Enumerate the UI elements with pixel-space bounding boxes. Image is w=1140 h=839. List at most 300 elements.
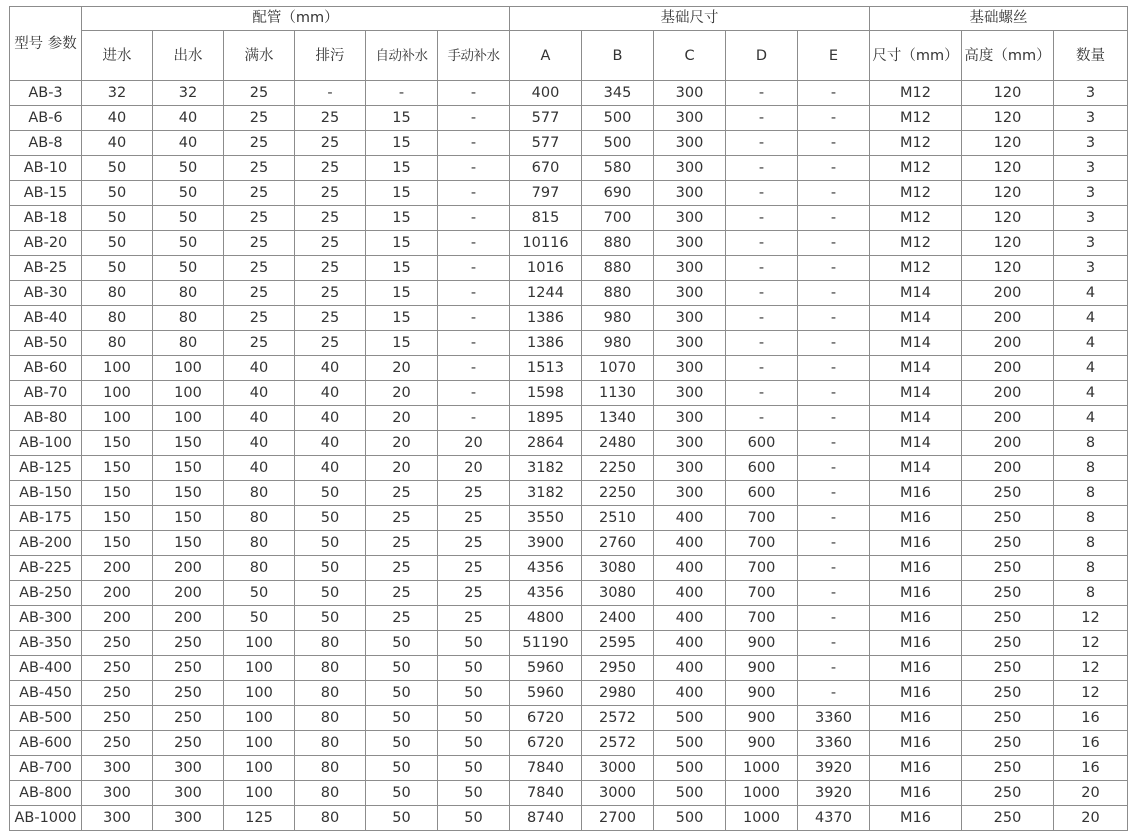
cell-manual-refill: - [438,206,510,231]
header-bolt-size: 尺寸（mm） [870,31,962,81]
cell-dim-e: - [798,156,870,181]
cell-model: AB-200 [10,531,82,556]
cell-auto-refill: 50 [366,706,438,731]
cell-bolt-size: M12 [870,181,962,206]
cell-model: AB-500 [10,706,82,731]
cell-bolt-qty: 12 [1054,631,1128,656]
cell-outlet: 200 [153,606,224,631]
cell-bolt-qty: 3 [1054,106,1128,131]
cell-bolt-qty: 4 [1054,331,1128,356]
cell-manual-refill: - [438,331,510,356]
cell-dim-a: 400 [510,81,582,106]
cell-auto-refill: 20 [366,456,438,481]
cell-manual-refill: 50 [438,681,510,706]
cell-overflow: 40 [224,356,295,381]
table-row [10,206,1128,231]
cell-bolt-height: 120 [962,106,1054,131]
cell-outlet: 80 [153,306,224,331]
cell-dim-b: 880 [582,231,654,256]
cell-dim-d: - [726,131,798,156]
cell-dim-a: 1513 [510,356,582,381]
cell-overflow: 25 [224,81,295,106]
cell-overflow: 100 [224,731,295,756]
cell-manual-refill: - [438,131,510,156]
cell-dim-b: 880 [582,256,654,281]
cell-model: AB-40 [10,306,82,331]
cell-bolt-qty: 3 [1054,131,1128,156]
cell-model: AB-3 [10,81,82,106]
cell-bolt-qty: 16 [1054,756,1128,781]
cell-bolt-qty: 8 [1054,581,1128,606]
cell-dim-a: 5960 [510,656,582,681]
cell-dim-a: 4800 [510,606,582,631]
cell-bolt-size: M16 [870,531,962,556]
cell-drain: 25 [295,106,366,131]
cell-outlet: 100 [153,356,224,381]
cell-outlet: 150 [153,531,224,556]
table-row [10,131,1128,156]
cell-bolt-size: M16 [870,631,962,656]
cell-overflow: 25 [224,181,295,206]
cell-bolt-size: M16 [870,556,962,581]
cell-overflow: 50 [224,581,295,606]
cell-drain: - [295,81,366,106]
cell-model: AB-30 [10,281,82,306]
cell-dim-c: 300 [654,131,726,156]
cell-auto-refill: 15 [366,231,438,256]
cell-model: AB-1000 [10,806,82,831]
cell-auto-refill: 25 [366,556,438,581]
cell-auto-refill: 15 [366,281,438,306]
table-row [10,231,1128,256]
cell-dim-c: 300 [654,206,726,231]
cell-outlet: 50 [153,156,224,181]
cell-dim-c: 300 [654,281,726,306]
cell-bolt-size: M14 [870,331,962,356]
table-row [10,731,1128,756]
cell-bolt-size: M12 [870,206,962,231]
cell-model: AB-175 [10,506,82,531]
cell-dim-a: 815 [510,206,582,231]
cell-dim-e: - [798,406,870,431]
cell-inlet: 250 [82,681,153,706]
cell-outlet: 50 [153,231,224,256]
cell-dim-b: 2572 [582,706,654,731]
cell-dim-e: 3360 [798,731,870,756]
cell-dim-c: 400 [654,631,726,656]
cell-model: AB-50 [10,331,82,356]
cell-inlet: 80 [82,281,153,306]
cell-manual-refill: - [438,406,510,431]
cell-dim-d: - [726,331,798,356]
cell-outlet: 80 [153,281,224,306]
cell-bolt-qty: 3 [1054,256,1128,281]
cell-overflow: 40 [224,406,295,431]
cell-inlet: 300 [82,806,153,831]
cell-bolt-qty: 12 [1054,606,1128,631]
header-foundation: 基础尺寸 [510,7,870,31]
cell-dim-a: 670 [510,156,582,181]
cell-bolt-height: 120 [962,81,1054,106]
cell-auto-refill: 15 [366,306,438,331]
cell-dim-c: 300 [654,81,726,106]
cell-dim-b: 3000 [582,756,654,781]
cell-drain: 25 [295,281,366,306]
cell-model: AB-70 [10,381,82,406]
cell-auto-refill: 50 [366,806,438,831]
cell-bolt-height: 250 [962,606,1054,631]
cell-inlet: 150 [82,506,153,531]
cell-dim-a: 797 [510,181,582,206]
cell-dim-a: 6720 [510,706,582,731]
cell-auto-refill: 50 [366,656,438,681]
cell-auto-refill: 20 [366,381,438,406]
cell-drain: 25 [295,231,366,256]
cell-drain: 25 [295,131,366,156]
cell-dim-c: 300 [654,181,726,206]
cell-overflow: 80 [224,531,295,556]
cell-dim-d: 600 [726,481,798,506]
cell-dim-d: - [726,281,798,306]
cell-overflow: 80 [224,481,295,506]
cell-bolt-qty: 8 [1054,556,1128,581]
cell-manual-refill: 50 [438,631,510,656]
table-row [10,781,1128,806]
cell-auto-refill: 25 [366,506,438,531]
cell-dim-c: 300 [654,431,726,456]
cell-dim-d: - [726,356,798,381]
cell-dim-a: 4356 [510,556,582,581]
cell-dim-d: 900 [726,706,798,731]
cell-dim-d: 700 [726,556,798,581]
cell-dim-c: 300 [654,156,726,181]
cell-dim-b: 880 [582,281,654,306]
cell-dim-b: 1130 [582,381,654,406]
cell-bolt-height: 250 [962,806,1054,831]
table-row [10,256,1128,281]
cell-auto-refill: 25 [366,606,438,631]
cell-drain: 25 [295,331,366,356]
header-dim-b: B [582,31,654,81]
cell-auto-refill: 20 [366,431,438,456]
cell-dim-d: 1000 [726,781,798,806]
header-overflow: 满水 [224,31,295,81]
header-outlet: 出水 [153,31,224,81]
cell-model: AB-18 [10,206,82,231]
spec-table-container [9,6,1128,831]
cell-bolt-size: M12 [870,131,962,156]
cell-drain: 40 [295,356,366,381]
cell-auto-refill: 50 [366,781,438,806]
cell-model: AB-6 [10,106,82,131]
cell-dim-d: 900 [726,731,798,756]
cell-bolt-height: 200 [962,431,1054,456]
cell-overflow: 100 [224,756,295,781]
cell-dim-b: 2980 [582,681,654,706]
cell-overflow: 25 [224,131,295,156]
cell-dim-d: - [726,181,798,206]
cell-dim-b: 3080 [582,556,654,581]
cell-dim-e: - [798,556,870,581]
cell-bolt-height: 200 [962,331,1054,356]
cell-model: AB-100 [10,431,82,456]
cell-overflow: 100 [224,681,295,706]
cell-bolt-height: 250 [962,581,1054,606]
cell-bolt-qty: 12 [1054,681,1128,706]
cell-overflow: 100 [224,631,295,656]
cell-manual-refill: 50 [438,756,510,781]
cell-bolt-height: 200 [962,456,1054,481]
cell-auto-refill: - [366,81,438,106]
header-auto-refill: 自动补水 [366,31,438,81]
cell-inlet: 32 [82,81,153,106]
cell-model: AB-60 [10,356,82,381]
cell-inlet: 300 [82,756,153,781]
cell-dim-d: 600 [726,431,798,456]
cell-outlet: 200 [153,556,224,581]
cell-model: AB-15 [10,181,82,206]
cell-inlet: 100 [82,356,153,381]
cell-dim-c: 500 [654,706,726,731]
cell-bolt-size: M16 [870,781,962,806]
cell-inlet: 150 [82,456,153,481]
cell-outlet: 50 [153,181,224,206]
cell-dim-c: 300 [654,331,726,356]
cell-dim-a: 5960 [510,681,582,706]
cell-outlet: 300 [153,806,224,831]
cell-manual-refill: 50 [438,656,510,681]
cell-dim-a: 7840 [510,781,582,806]
cell-dim-a: 1895 [510,406,582,431]
cell-dim-c: 500 [654,806,726,831]
cell-dim-e: - [798,631,870,656]
cell-dim-b: 3080 [582,581,654,606]
cell-dim-b: 980 [582,306,654,331]
cell-dim-e: - [798,581,870,606]
cell-bolt-size: M14 [870,406,962,431]
cell-dim-c: 300 [654,481,726,506]
cell-bolt-height: 200 [962,356,1054,381]
cell-dim-e: 3920 [798,756,870,781]
cell-dim-d: 900 [726,681,798,706]
cell-dim-d: 700 [726,606,798,631]
cell-dim-a: 2864 [510,431,582,456]
cell-dim-c: 400 [654,581,726,606]
table-row [10,756,1128,781]
cell-dim-a: 1016 [510,256,582,281]
cell-bolt-qty: 3 [1054,156,1128,181]
cell-drain: 25 [295,156,366,181]
cell-dim-d: 700 [726,531,798,556]
cell-dim-b: 700 [582,206,654,231]
cell-bolt-qty: 8 [1054,431,1128,456]
cell-dim-e: - [798,656,870,681]
cell-overflow: 40 [224,456,295,481]
cell-dim-a: 577 [510,131,582,156]
cell-bolt-size: M16 [870,606,962,631]
cell-auto-refill: 25 [366,581,438,606]
cell-bolt-height: 250 [962,481,1054,506]
cell-bolt-qty: 20 [1054,806,1128,831]
cell-auto-refill: 50 [366,631,438,656]
cell-dim-b: 2250 [582,481,654,506]
cell-model: AB-10 [10,156,82,181]
cell-outlet: 100 [153,381,224,406]
cell-dim-e: - [798,281,870,306]
cell-dim-c: 500 [654,756,726,781]
header-model-param [10,7,82,81]
cell-overflow: 25 [224,331,295,356]
cell-dim-b: 1070 [582,356,654,381]
cell-auto-refill: 25 [366,531,438,556]
cell-drain: 25 [295,306,366,331]
cell-dim-b: 1340 [582,406,654,431]
cell-dim-c: 500 [654,781,726,806]
cell-bolt-qty: 3 [1054,231,1128,256]
header-drain: 排污 [295,31,366,81]
cell-dim-e: - [798,306,870,331]
cell-inlet: 250 [82,631,153,656]
cell-dim-e: - [798,106,870,131]
cell-bolt-size: M12 [870,81,962,106]
cell-dim-d: - [726,206,798,231]
table-row [10,106,1128,131]
cell-dim-e: - [798,456,870,481]
cell-bolt-height: 250 [962,631,1054,656]
cell-dim-c: 300 [654,106,726,131]
cell-manual-refill: - [438,81,510,106]
cell-bolt-qty: 8 [1054,481,1128,506]
cell-auto-refill: 50 [366,731,438,756]
cell-bolt-size: M16 [870,806,962,831]
cell-drain: 50 [295,481,366,506]
cell-drain: 50 [295,531,366,556]
cell-dim-a: 3182 [510,481,582,506]
cell-outlet: 40 [153,106,224,131]
cell-dim-c: 400 [654,681,726,706]
cell-bolt-qty: 4 [1054,281,1128,306]
cell-dim-b: 2510 [582,506,654,531]
cell-bolt-height: 250 [962,706,1054,731]
cell-dim-d: 1000 [726,806,798,831]
cell-outlet: 200 [153,581,224,606]
cell-manual-refill: 25 [438,606,510,631]
cell-model: AB-250 [10,581,82,606]
cell-dim-c: 300 [654,406,726,431]
header-bolt-qty: 数量 [1054,31,1128,81]
cell-bolt-qty: 16 [1054,706,1128,731]
cell-dim-b: 2760 [582,531,654,556]
cell-outlet: 250 [153,656,224,681]
cell-overflow: 25 [224,231,295,256]
cell-model: AB-300 [10,606,82,631]
cell-dim-e: - [798,81,870,106]
cell-drain: 80 [295,706,366,731]
cell-inlet: 80 [82,331,153,356]
cell-overflow: 40 [224,431,295,456]
cell-overflow: 125 [224,806,295,831]
spec-table [9,6,1128,831]
cell-auto-refill: 15 [366,206,438,231]
cell-model: AB-80 [10,406,82,431]
cell-dim-d: 700 [726,581,798,606]
table-row [10,306,1128,331]
cell-dim-b: 2480 [582,431,654,456]
cell-bolt-qty: 3 [1054,81,1128,106]
cell-bolt-size: M12 [870,231,962,256]
cell-manual-refill: - [438,106,510,131]
cell-drain: 25 [295,206,366,231]
cell-bolt-qty: 16 [1054,731,1128,756]
table-row [10,181,1128,206]
cell-dim-a: 6720 [510,731,582,756]
cell-bolt-height: 250 [962,656,1054,681]
cell-dim-c: 500 [654,731,726,756]
cell-overflow: 80 [224,506,295,531]
cell-manual-refill: - [438,281,510,306]
cell-dim-c: 300 [654,456,726,481]
cell-dim-a: 1386 [510,306,582,331]
cell-dim-c: 300 [654,231,726,256]
cell-manual-refill: 25 [438,556,510,581]
table-row [10,656,1128,681]
cell-manual-refill: - [438,306,510,331]
table-row [10,481,1128,506]
cell-dim-e: - [798,381,870,406]
cell-inlet: 150 [82,531,153,556]
cell-overflow: 100 [224,781,295,806]
cell-dim-e: 3920 [798,781,870,806]
cell-bolt-height: 120 [962,181,1054,206]
header-manual-refill: 手动补水 [438,31,510,81]
table-row [10,631,1128,656]
cell-dim-e: - [798,481,870,506]
cell-auto-refill: 15 [366,181,438,206]
cell-model: AB-700 [10,756,82,781]
cell-dim-e: 3360 [798,706,870,731]
table-row [10,681,1128,706]
cell-dim-c: 400 [654,556,726,581]
cell-dim-b: 2950 [582,656,654,681]
cell-outlet: 250 [153,706,224,731]
cell-auto-refill: 25 [366,481,438,506]
cell-bolt-qty: 3 [1054,181,1128,206]
header-bolt-height: 高度（mm） [962,31,1054,81]
cell-inlet: 250 [82,731,153,756]
cell-bolt-qty: 3 [1054,206,1128,231]
cell-inlet: 50 [82,156,153,181]
table-row [10,581,1128,606]
cell-bolt-size: M16 [870,706,962,731]
cell-drain: 80 [295,681,366,706]
cell-bolt-height: 250 [962,731,1054,756]
cell-dim-b: 2572 [582,731,654,756]
cell-dim-a: 4356 [510,581,582,606]
cell-outlet: 40 [153,131,224,156]
cell-outlet: 250 [153,731,224,756]
cell-dim-d: - [726,306,798,331]
cell-bolt-size: M14 [870,431,962,456]
header-bolts: 基础螺丝 [870,7,1128,31]
cell-dim-c: 400 [654,506,726,531]
cell-bolt-height: 200 [962,281,1054,306]
cell-dim-c: 400 [654,531,726,556]
cell-dim-c: 300 [654,256,726,281]
cell-bolt-height: 120 [962,256,1054,281]
cell-model: AB-125 [10,456,82,481]
cell-outlet: 50 [153,256,224,281]
header-piping: 配管（mm） [82,7,510,31]
